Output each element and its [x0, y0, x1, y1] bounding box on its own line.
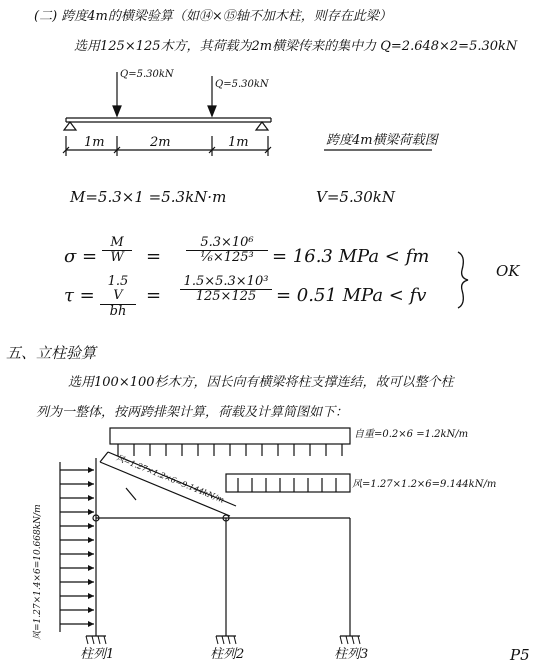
sigma-eq-sign: = [146, 246, 162, 267]
left-wind-arrows [60, 470, 94, 624]
sigma-frac1-num: M [102, 236, 132, 251]
section5-title: 五、立柱验算 [6, 344, 97, 362]
dead-load-label: 自重=0.2×6 =1.2kN/m [354, 429, 469, 440]
section5-line2: 列为一整体，按两跨排架计算，荷载及计算简图如下： [36, 405, 349, 420]
section-heading-span4: (二) 跨度4m的横梁验算（如⑭×⑮轴不加木柱，则存在此梁） [34, 9, 392, 24]
slope-wind-label: 风=1.27×1.2×6=9.144kN/m [115, 453, 226, 505]
column-label-2: 柱列2 [210, 647, 245, 662]
tau-frac2-num: 1.5×5.3×10³ [180, 275, 272, 290]
sloped-member [100, 462, 230, 516]
sigma-lhs: σ = [64, 246, 98, 267]
page-number: P5 [510, 646, 530, 664]
dead-load-arrows [118, 444, 342, 456]
right-wind-label: 风=1.27×1.2×6=9.144kN/m [352, 479, 497, 490]
dim-label-1: 1m [84, 135, 105, 150]
ok-mark: OK [496, 262, 520, 280]
dim-label-2: 2m [150, 135, 171, 150]
sigma-frac1-den: W [110, 250, 124, 266]
tau-frac1-den: bh [109, 303, 127, 319]
tau-result: = 0.51 MPa < fv [276, 285, 427, 306]
sigma-result: = 16.3 MPa < fm [272, 246, 430, 267]
tau-eq-sign: = [146, 285, 162, 306]
right-wind-arrows [238, 478, 336, 492]
left-wind-label: 风=1.27×1.4×6=10.668kN/m [33, 504, 43, 640]
intro-line: 选用125×125木方，其荷载为2m横梁传来的集中力 Q=2.648×2=5.30kN [74, 39, 518, 54]
load-label-right: Q=5.30kN [215, 79, 269, 90]
section5-line1: 选用100×100杉木方，因长向有横梁将柱支撑连结，故可以整个柱 [68, 375, 454, 390]
load-label-left: Q=5.30kN [120, 69, 174, 80]
shear-equation: V=5.30kN [316, 188, 396, 206]
column-label-1: 柱列1 [80, 647, 115, 662]
sigma-frac2-num: 5.3×10⁶ [186, 236, 268, 251]
dead-load-box [110, 428, 350, 444]
column-label-3: 柱列3 [334, 647, 369, 662]
tau-frac1-num: 1.5 V [100, 275, 136, 305]
sigma-frac2-den: ⅙×125³ [200, 250, 254, 266]
tau-lhs: τ = [64, 285, 95, 306]
tau-frac2-den: 125×125 [195, 289, 257, 305]
right-wind-box [226, 474, 350, 492]
dim-label-3: 1m [228, 135, 249, 150]
beam-diagram-caption: 跨度4m横梁荷载图 [326, 133, 438, 148]
moment-equation: M=5.3×1 =5.3kN·m [70, 188, 227, 206]
